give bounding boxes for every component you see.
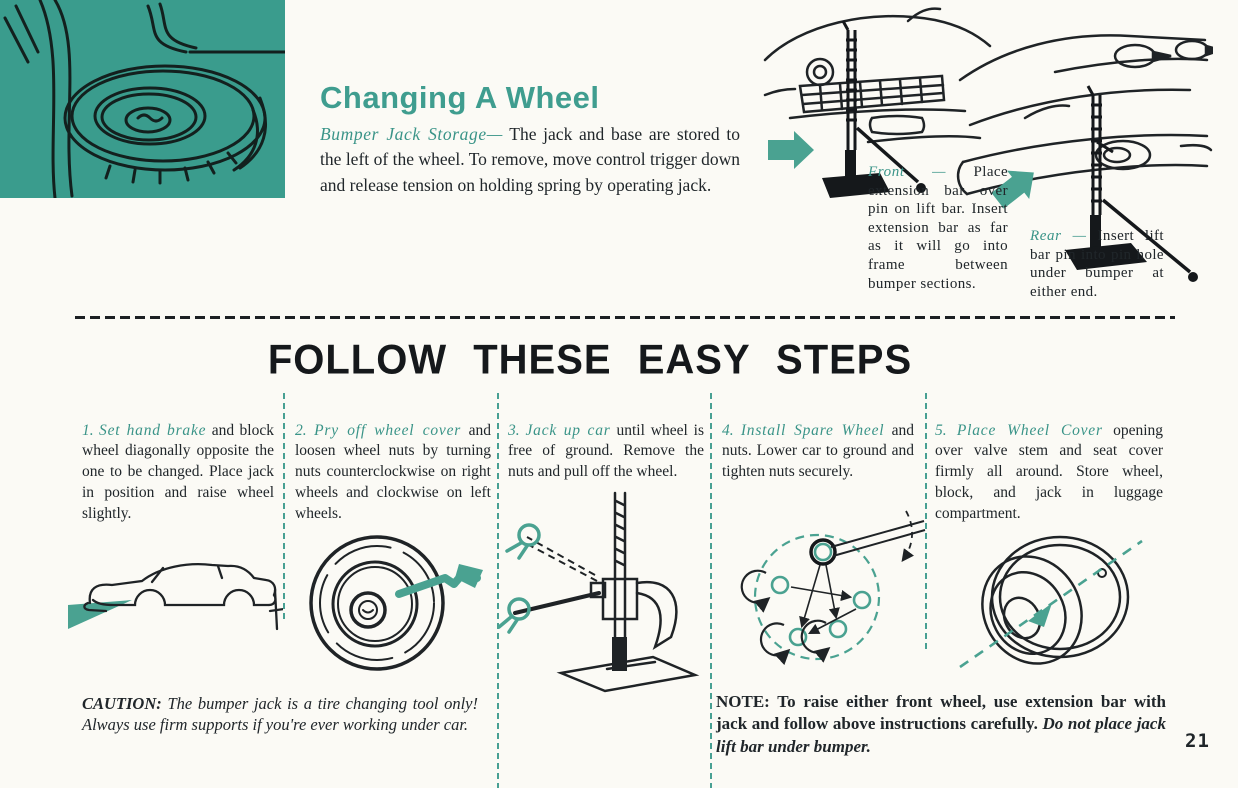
caution-text [82, 693, 478, 736]
step-2-lead: Pry off wheel cover [314, 421, 462, 439]
bumper-jack-with-hands-illustration [495, 487, 707, 695]
storage-text: The jack and base are stored to the left of the wheel. To remove, move control trigger down and release tension on holding spring by operating jack. [320, 124, 740, 195]
step-3-lead: Jack up car [525, 421, 611, 439]
step-3-number: 3. [508, 421, 526, 439]
note-text [716, 691, 1166, 758]
caution-label: CAUTION: [82, 693, 162, 713]
car-side-profile-illustration [68, 545, 283, 650]
horizontal-dashed-divider [75, 316, 1175, 319]
step-5-text [935, 421, 1163, 525]
step-4-number: 4. [722, 421, 741, 439]
storage-lead: Bumper Jack Storage— [320, 124, 503, 144]
step-5-svg [932, 515, 1160, 687]
storage-paragraph [320, 122, 740, 198]
step-4-text [722, 421, 914, 483]
step-1-number: 1. [82, 421, 100, 439]
step-5-body: opening over valve stem and seat cover firmly all around. Store wheel, block, and jack in luggage compartment. [935, 421, 1163, 522]
step-3-body: until wheel is free of ground. Remove the nuts and pull off the wheel. [508, 421, 704, 481]
note-emphasis: Do not place jack lift bar under bumper. [716, 714, 1166, 756]
rear-jack-caption [1030, 227, 1164, 301]
rear-caption-text: Insert lift bar pin into pin hole under bumper at either end. [1030, 228, 1164, 300]
spare-tire-in-trunk-well-illustration [0, 0, 285, 198]
steps-heading: FOLLOW THESE EASY STEPS [267, 336, 913, 384]
note-label: NOTE: [716, 692, 770, 711]
step-2-svg [287, 518, 492, 686]
step-5-lead: Place Wheel Cover [956, 421, 1103, 439]
step-5-number: 5. [935, 421, 957, 439]
front-jack-caption [868, 163, 1008, 293]
step-1-body: and block wheel diagonally opposite the one to be changed. Place jack in position and raise wheel slightly. [82, 421, 274, 522]
hands [499, 525, 539, 632]
wheel-outline [755, 535, 879, 659]
lug-nuts [772, 544, 870, 645]
step-4-svg [710, 505, 928, 673]
caution-body: The bumper jack is a tire changing tool only! Always use firm supports if you're ever working under car. [82, 693, 478, 734]
step-3-text [508, 421, 704, 483]
step-1-text [82, 421, 274, 525]
step-3-svg [495, 487, 707, 695]
page-title: Changing A Wheel [320, 80, 600, 115]
step-2-number: 2. [295, 421, 315, 439]
page-number: 21 [1185, 730, 1210, 752]
front-caption-text: Place extension bar over pin on lift bar. Insert extension bar as far as it will go into frame between bumper sections. [868, 164, 1008, 292]
front-caption-lead: Front — [868, 164, 974, 180]
axis-arrowhead [1028, 603, 1052, 627]
tire-illustration-svg [0, 0, 285, 198]
front-jack-arrow [768, 131, 814, 169]
note-body: To raise either front wheel, use extension bar with jack and follow above instructions carefully. [716, 692, 1166, 734]
step-1-lead: Set hand brake [99, 421, 207, 439]
step-1-svg [68, 545, 283, 650]
lug-nut-tightening-sequence-illustration [710, 505, 928, 673]
column-divider-1 [283, 393, 285, 623]
wheel-hub-with-pry-bar-illustration [287, 518, 492, 686]
step-4-body: and nuts. Lower car to ground and tighten nuts securely. [722, 421, 914, 481]
wheel-cover-illustration [932, 515, 1160, 687]
header [320, 80, 740, 198]
step-2-text [295, 421, 491, 525]
rear-caption-lead: Rear — [1030, 228, 1098, 244]
step-2-body: and loosen wheel nuts by turning nuts counterclockwise on right wheels and clockwise on left wheels. [295, 421, 491, 522]
step-4-lead: Install Spare Wheel [740, 421, 885, 439]
